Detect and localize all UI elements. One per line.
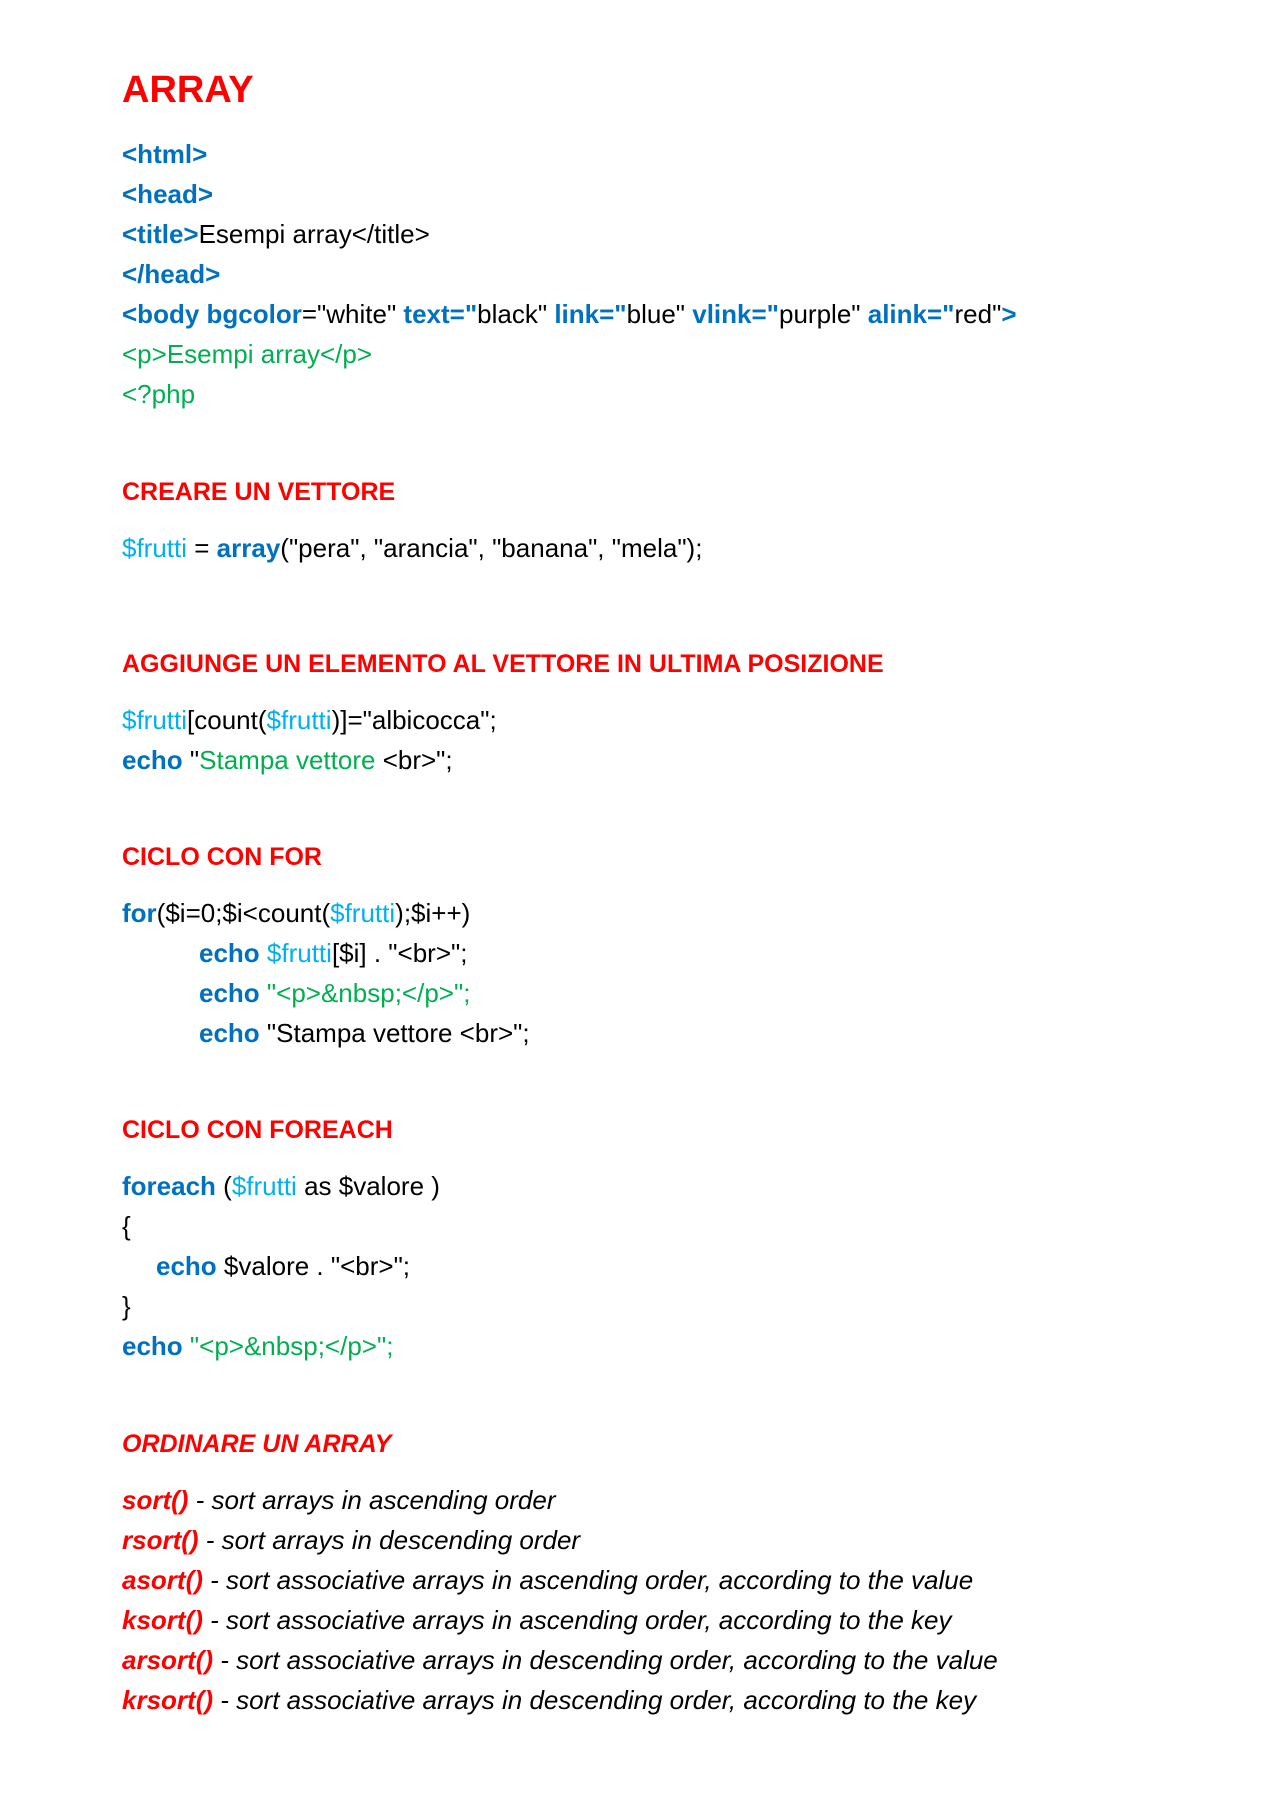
- code-line: <?php: [122, 379, 196, 409]
- code-token: vlink=": [692, 299, 779, 329]
- code-token: >: [1001, 299, 1017, 329]
- function-description: - sort associative arrays in descending order, according to the key: [213, 1685, 977, 1715]
- code-line: [122, 1326, 440, 1366]
- code-token: <body bgcolor: [122, 299, 302, 329]
- code-token: array: [216, 533, 281, 563]
- code-token: echo: [122, 745, 183, 775]
- code-token: ="white": [301, 299, 404, 329]
- code-token: $frutti: [122, 533, 188, 563]
- function-description: - sort arrays in descending order: [198, 1525, 581, 1555]
- code-token: text=": [403, 299, 478, 329]
- code-line: <p>Esempi array</p>: [122, 339, 373, 369]
- code-token: )]="albicocca";: [331, 705, 497, 735]
- list-item: [122, 1480, 998, 1520]
- sort-function-list: [122, 1480, 998, 1720]
- code-token: "<p>&nbsp;</p>";: [259, 978, 471, 1008]
- code-token: alink=": [867, 299, 955, 329]
- code-line: }: [122, 1291, 131, 1321]
- function-name: arsort(): [122, 1645, 214, 1675]
- list-item: [122, 1680, 998, 1720]
- code-line: [122, 1166, 440, 1206]
- code-line: [122, 528, 702, 568]
- section-sort-array: [122, 1424, 998, 1720]
- code-line: [122, 1246, 440, 1286]
- function-description: - sort arrays in ascending order: [188, 1485, 556, 1515]
- section-heading: CICLO CON FOR: [122, 843, 322, 871]
- code-token: ($i=0;$i<count(: [156, 898, 331, 928]
- code-line: [122, 973, 530, 1013]
- html-header-code: [122, 134, 1017, 414]
- code-token: $frutti: [231, 1171, 297, 1201]
- section-heading: CREARE UN VETTORE: [122, 478, 396, 506]
- code-line: [122, 893, 530, 933]
- code-token: link=": [554, 299, 627, 329]
- function-description: - sort associative arrays in ascending order, according to the key: [202, 1605, 952, 1635]
- code-token: <html>: [122, 139, 208, 169]
- code-token: as $valore ): [296, 1171, 440, 1201]
- code-token: $frutti: [259, 938, 332, 968]
- code-line: [122, 294, 1017, 334]
- section-heading: CICLO CON FOREACH: [122, 1116, 393, 1144]
- code-token: ": [182, 745, 200, 775]
- section-foreach-loop: [122, 1110, 440, 1366]
- code-line: {: [122, 1211, 131, 1241]
- code-token: $frutti: [122, 705, 188, 735]
- function-name: asort(): [122, 1565, 203, 1595]
- code-token: "<p>&nbsp;</p>";: [182, 1331, 394, 1361]
- code-token: echo: [199, 978, 260, 1008]
- code-line: [122, 214, 1017, 254]
- function-name: krsort(): [122, 1685, 214, 1715]
- code-token: red": [954, 299, 1002, 329]
- section-create-array: [122, 472, 702, 568]
- code-token: Stampa vettore: [199, 745, 383, 775]
- page-title: ARRAY: [122, 69, 254, 111]
- code-token: "Stampa vettore <br>";: [259, 1018, 530, 1048]
- code-token: purple": [779, 299, 868, 329]
- code-token: ("pera", "arancia", "banana", "mela");: [280, 533, 703, 563]
- code-token: <br>";: [382, 745, 453, 775]
- code-token: echo: [199, 938, 260, 968]
- code-token: <head>: [122, 179, 214, 209]
- list-item: [122, 1520, 998, 1560]
- code-token: =: [187, 533, 217, 563]
- code-token: Esempi array</title>: [198, 219, 430, 249]
- code-token: echo: [156, 1251, 217, 1281]
- code-line: [122, 134, 1017, 174]
- function-name: ksort(): [122, 1605, 203, 1635]
- code-token: $frutti: [330, 898, 396, 928]
- code-line: [122, 1013, 530, 1053]
- list-item: [122, 1600, 998, 1640]
- code-token: echo: [122, 1331, 183, 1361]
- code-token: for: [122, 898, 157, 928]
- code-token: $valore . "<br>";: [216, 1251, 411, 1281]
- list-item: [122, 1640, 998, 1680]
- code-token: );$i++): [395, 898, 471, 928]
- code-token: [count(: [187, 705, 267, 735]
- function-name: sort(): [122, 1485, 189, 1515]
- function-description: - sort associative arrays in descending order, according to the value: [213, 1645, 998, 1675]
- section-add-element: [122, 644, 884, 780]
- code-line: [122, 700, 884, 740]
- code-line: [122, 740, 884, 780]
- function-name: rsort(): [122, 1525, 199, 1555]
- section-for-loop: [122, 837, 530, 1053]
- code-line: [122, 933, 530, 973]
- code-token: echo: [199, 1018, 260, 1048]
- code-line: [122, 254, 1017, 294]
- code-token: black": [477, 299, 555, 329]
- section-heading: AGGIUNGE UN ELEMENTO AL VETTORE IN ULTIMA POSIZIONE: [122, 650, 884, 678]
- code-token: <title>: [122, 219, 199, 249]
- code-token: </head>: [122, 259, 221, 289]
- section-heading: ORDINARE UN ARRAY: [122, 1430, 392, 1458]
- code-token: foreach: [122, 1171, 216, 1201]
- function-description: - sort associative arrays in ascending order, according to the value: [202, 1565, 974, 1595]
- list-item: [122, 1560, 998, 1600]
- code-token: $frutti: [266, 705, 332, 735]
- code-token: (: [215, 1171, 232, 1201]
- code-token: [$i] . "<br>";: [331, 938, 468, 968]
- code-token: blue": [626, 299, 693, 329]
- code-line: [122, 174, 1017, 214]
